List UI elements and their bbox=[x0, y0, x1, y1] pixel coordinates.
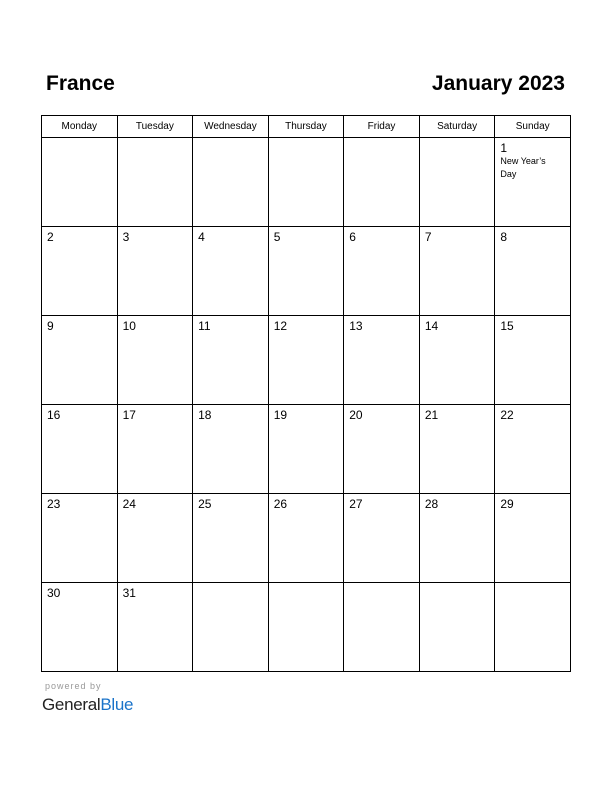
day-cell bbox=[42, 138, 118, 227]
day-cell bbox=[419, 583, 495, 672]
day-number: 30 bbox=[47, 586, 61, 600]
day-cell bbox=[268, 405, 344, 494]
month-title: January 2023 bbox=[431, 72, 565, 95]
day-cell bbox=[268, 227, 344, 316]
day-cell bbox=[495, 405, 571, 494]
day-number: 12 bbox=[273, 319, 288, 333]
day-cell bbox=[495, 494, 571, 583]
day-number: 1 bbox=[500, 141, 508, 155]
day-cell bbox=[344, 494, 420, 583]
day-cell bbox=[344, 583, 420, 672]
weekday-header bbox=[42, 116, 571, 138]
brand-general-text: General bbox=[42, 695, 101, 714]
day-number: 17 bbox=[122, 408, 136, 422]
weekday-saturday: Saturday bbox=[419, 116, 495, 138]
day-number: 11 bbox=[198, 319, 211, 333]
day-cell bbox=[42, 583, 118, 672]
day-cell bbox=[117, 583, 193, 672]
day-number: 19 bbox=[273, 408, 288, 422]
day-number: 4 bbox=[198, 230, 205, 244]
footer-branding bbox=[42, 681, 133, 716]
day-number: 31 bbox=[122, 586, 136, 600]
day-cell bbox=[495, 316, 571, 405]
day-number: 26 bbox=[273, 497, 288, 511]
day-cell bbox=[268, 138, 344, 227]
calendar-grid bbox=[41, 115, 571, 672]
day-cell bbox=[193, 316, 269, 405]
day-number: 20 bbox=[349, 408, 363, 422]
day-cell bbox=[117, 405, 193, 494]
day-number: 13 bbox=[349, 319, 363, 333]
day-cell bbox=[419, 227, 495, 316]
week-row bbox=[42, 227, 571, 316]
day-number: 10 bbox=[122, 319, 136, 333]
day-number: 5 bbox=[273, 230, 281, 244]
day-cell bbox=[495, 583, 571, 672]
day-cell bbox=[268, 494, 344, 583]
day-cell bbox=[42, 316, 118, 405]
calendar-body bbox=[42, 138, 571, 672]
day-cell bbox=[42, 494, 118, 583]
day-number: 25 bbox=[198, 497, 212, 511]
day-cell bbox=[495, 227, 571, 316]
day-number: 27 bbox=[349, 497, 363, 511]
day-number: 22 bbox=[500, 408, 514, 422]
day-cell bbox=[193, 138, 269, 227]
day-number: 14 bbox=[424, 319, 439, 333]
day-number: 29 bbox=[500, 497, 514, 511]
holiday-label: New Year’s Day bbox=[500, 156, 546, 179]
week-row bbox=[42, 494, 571, 583]
weekday-header-row bbox=[42, 116, 571, 138]
day-number: 7 bbox=[424, 230, 432, 244]
day-number: 23 bbox=[47, 497, 61, 511]
day-cell bbox=[344, 405, 420, 494]
day-cell bbox=[193, 494, 269, 583]
weekday-friday: Friday bbox=[344, 116, 420, 138]
day-cell bbox=[117, 138, 193, 227]
day-number: 24 bbox=[122, 497, 136, 511]
weekday-sunday: Sunday bbox=[495, 116, 571, 138]
day-number: 16 bbox=[47, 408, 61, 422]
day-cell bbox=[117, 494, 193, 583]
week-row bbox=[42, 316, 571, 405]
day-cell bbox=[42, 405, 118, 494]
week-row bbox=[42, 583, 571, 672]
day-cell bbox=[419, 494, 495, 583]
day-cell bbox=[344, 316, 420, 405]
day-cell bbox=[268, 583, 344, 672]
day-number: 15 bbox=[500, 319, 514, 333]
day-cell bbox=[193, 405, 269, 494]
powered-by-text: powered by bbox=[45, 681, 102, 691]
day-number: 21 bbox=[424, 408, 439, 422]
day-cell bbox=[419, 405, 495, 494]
weekday-monday: Monday bbox=[42, 116, 118, 138]
day-number: 18 bbox=[198, 408, 212, 422]
weekday-thursday: Thursday bbox=[268, 116, 344, 138]
day-cell bbox=[193, 583, 269, 672]
generalblue-logo bbox=[42, 694, 133, 716]
weekday-tuesday: Tuesday bbox=[117, 116, 193, 138]
day-number: 2 bbox=[47, 230, 54, 244]
country-name: France bbox=[46, 72, 115, 95]
day-number: 3 bbox=[122, 230, 130, 244]
brand-blue-text: Blue bbox=[100, 695, 134, 714]
day-number: 8 bbox=[500, 230, 508, 244]
day-number: 6 bbox=[349, 230, 356, 244]
week-row bbox=[42, 138, 571, 227]
day-cell bbox=[193, 227, 269, 316]
day-number: 28 bbox=[424, 497, 439, 511]
week-row bbox=[42, 405, 571, 494]
day-number: 9 bbox=[47, 319, 54, 333]
day-cell bbox=[117, 227, 193, 316]
day-cell bbox=[117, 316, 193, 405]
day-cell bbox=[495, 138, 571, 227]
weekday-wednesday: Wednesday bbox=[193, 116, 269, 138]
day-cell bbox=[419, 138, 495, 227]
day-cell bbox=[344, 227, 420, 316]
day-cell bbox=[268, 316, 344, 405]
day-cell bbox=[344, 138, 420, 227]
day-cell bbox=[419, 316, 495, 405]
day-cell bbox=[42, 227, 118, 316]
